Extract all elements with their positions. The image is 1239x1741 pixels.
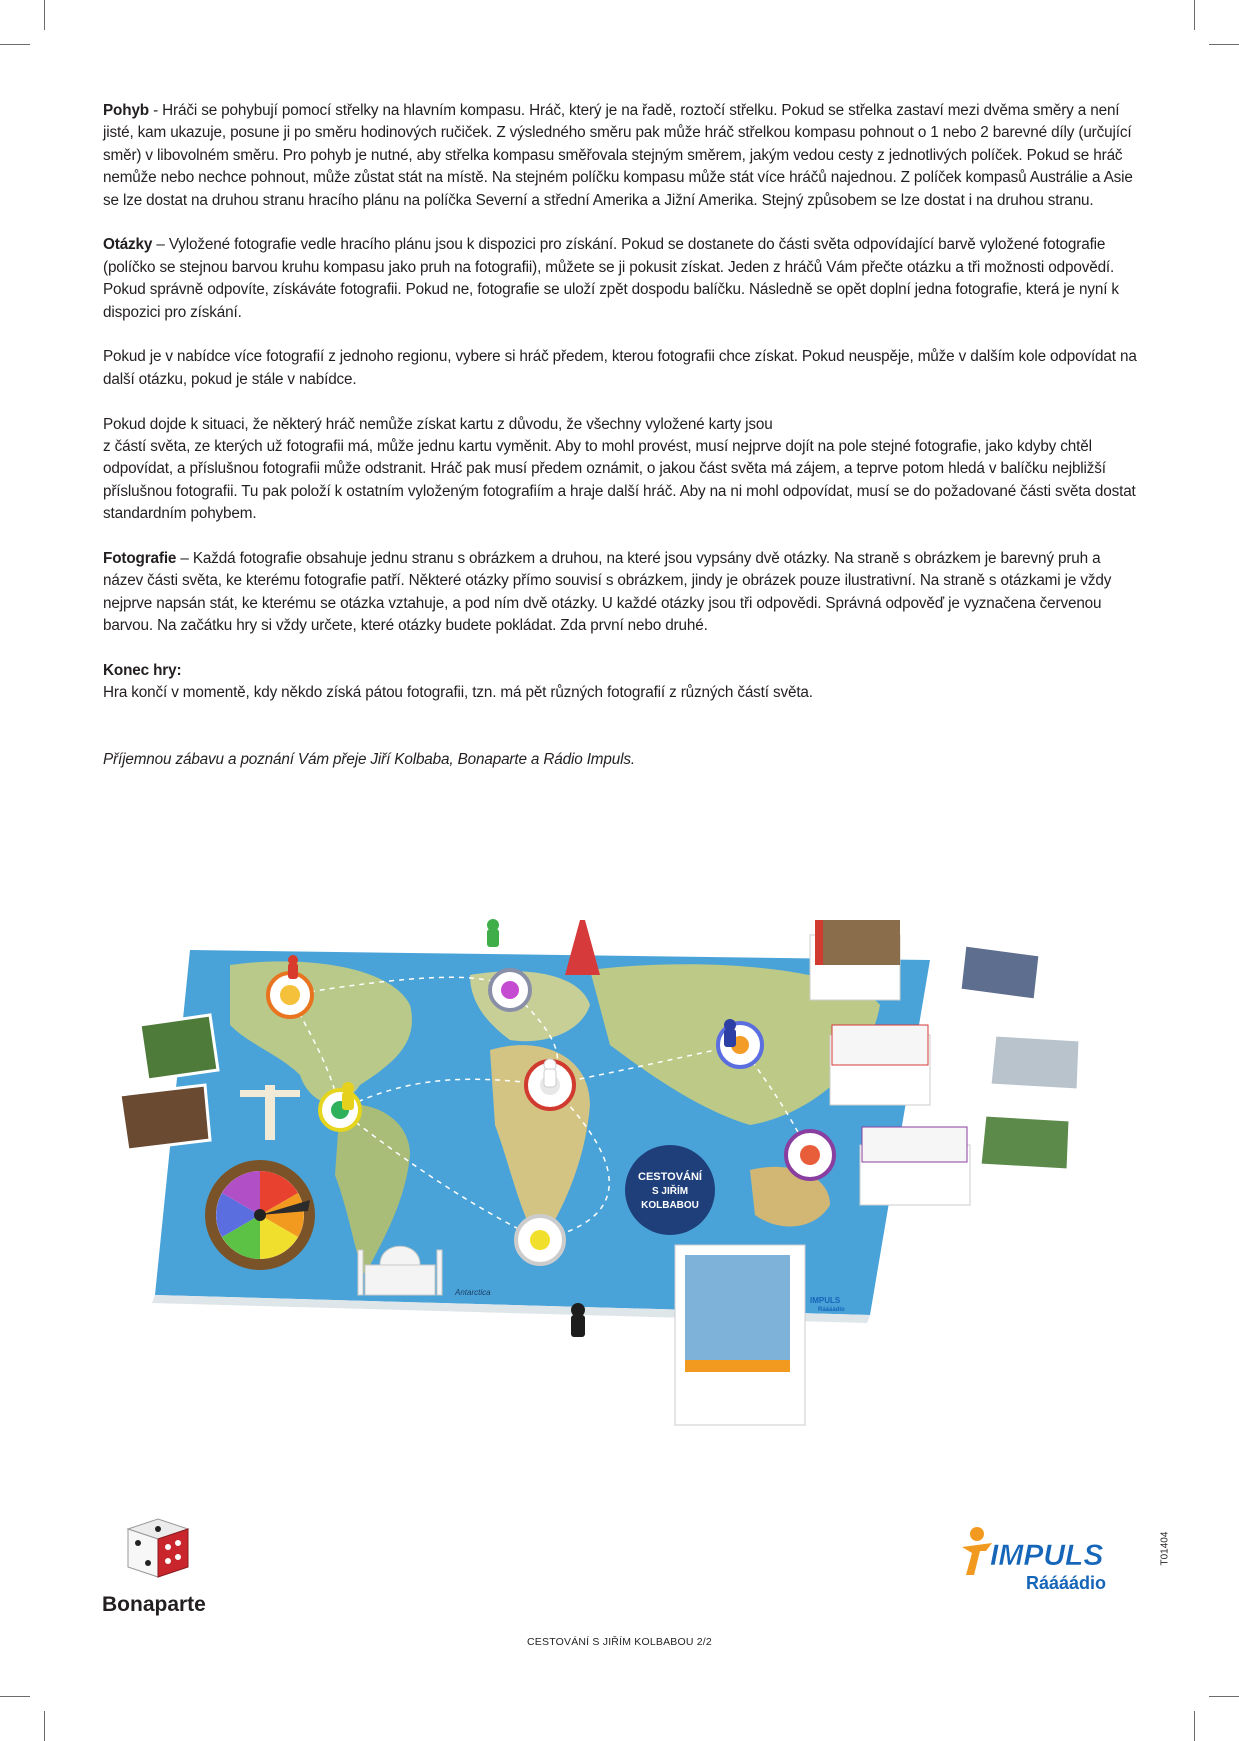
pawn-white bbox=[544, 1059, 556, 1087]
pawn-black bbox=[571, 1303, 585, 1337]
heading-otazky: Otázky bbox=[103, 236, 153, 254]
product-code bbox=[1158, 1515, 1172, 1565]
compass-antarctica bbox=[516, 1216, 564, 1264]
board-title-line2: S JIŘÍM bbox=[651, 1186, 689, 1197]
crop-mark-top-left-v bbox=[44, 0, 45, 30]
crop-mark-bottom-right-v bbox=[1194, 1711, 1195, 1741]
board-title-line3: KOLBABOU bbox=[641, 1200, 699, 1211]
text-pohyb: - Hráči se pohybují pomocí střelky na hlavním kompasu. Hráč, který je na řadě, roztočí střelku. Pokud se střelka zastaví mezi dvěma směry a není jisté, kam ukazuje, posune ji po směru hodinových ručiček. Z výsledného směru pak může hráč střelkou kompasu pohnout o 1 nebo 2 barevné díly (určující směr) v libovolném směru. Pro pohyb je nutné, aby střelka kompasu směřovala stejným směrem, jakým vedou cesty z jednotlivých políček. Pokud se hráč nemůže nebo nechce pohnout, může zůstat stát na místě. Na stejném políčku kompasu může stát více hráčů najednou. Z políček kompasů Austrálie a Asie se lze dostat na druhou stranu hracího plánu na políčka Severní a střední Amerika a Jižní Amerika. Stejný způsobem se lze dostat i na druhou stranu. bbox=[103, 102, 1133, 209]
heading-pohyb: Pohyb bbox=[103, 102, 149, 119]
impuls-figure-icon bbox=[962, 1527, 992, 1575]
paragraph-pohyb bbox=[103, 100, 1137, 212]
exchange-rest: z částí světa, ze kterých už fotografii má, může jednu kartu vyměnit. Aby to mohl provést, musí nejprve dojít na pole stejné fotografie, jako kdyby chtěl odpovídat, a příslušnou fotografii může odstranit. Hráč pak musí předem oznámit, o jakou část světa má zájem, a teprve potom hledá v balíčku nejbližší příslušnou fotografii. Tu pak položí k ostatním vyloženým fotografiím a hraje další hráč. Aby na ni mohl odpovídat, musí se do požadované části světa dostat standardním pohybem. bbox=[103, 438, 1136, 523]
compass-australia bbox=[786, 1131, 834, 1179]
heading-fotografie: Fotografie bbox=[103, 550, 177, 568]
heading-konec: Konec hry: bbox=[103, 662, 182, 680]
paragraph-konec bbox=[103, 660, 1137, 705]
paragraph-otazky bbox=[103, 234, 1137, 324]
closing-line: Příjemnou zábavu a poznání Vám přeje Jiří Kolbaba, Bonaparte a Rádio Impuls. bbox=[103, 750, 635, 768]
photo-card-right-3 bbox=[980, 1115, 1070, 1170]
photo-card-right-1 bbox=[960, 945, 1040, 1000]
crop-mark-bottom-right-h bbox=[1209, 1696, 1239, 1697]
crop-mark-top-left-h bbox=[0, 44, 30, 45]
main-compass bbox=[205, 1160, 315, 1270]
eiffel-tower-figure bbox=[565, 920, 600, 975]
crop-mark-bottom-left-h bbox=[0, 1696, 30, 1697]
impuls-radio-label: Ráááádio bbox=[1026, 1573, 1107, 1593]
photo-card-left-2 bbox=[120, 1085, 210, 1150]
compass-europe bbox=[490, 970, 530, 1010]
crop-mark-bottom-left-v bbox=[44, 1711, 45, 1741]
board-antarctica-label: Antarctica bbox=[455, 1288, 491, 1297]
board-brand-label: IMPULS bbox=[810, 1296, 841, 1305]
pawn-red bbox=[288, 955, 298, 979]
product-code-text: T01404 bbox=[1159, 1531, 1171, 1566]
text-fotografie: – Každá fotografie obsahuje jednu stranu s obrázkem a druhou, na které jsou vypsány dvě otázky. Na straně s obrázkem je barevný pruh a název části světa, ke kterému fotografie patří. Některé otázky přímo souvisí s obrázkem, jindy je obrázek pouze ilustrativní. Na straně s otázkami je vždy nejprve napsán stát, ke kterému se otázka vztahuje, a pod ním dvě otázky. U každé otázky jsou tři odpovědi. Správná odpověď je vyznačena červenou barvou. Na začátku hry si vždy určete, které otázky budete pokládat. Zda první nebo druhé. bbox=[103, 550, 1112, 635]
board-brand-sub: Ráááádio bbox=[818, 1307, 845, 1313]
bonaparte-logo bbox=[100, 1515, 240, 1625]
photo-card-right-2 bbox=[990, 1035, 1080, 1090]
text-konec: Hra končí v momentě, kdy někdo získá pátou fotografii, tzn. má pět různých fotografií z různých částí světa. bbox=[103, 684, 813, 702]
paragraph-fotografie bbox=[103, 548, 1137, 638]
board-title-badge bbox=[625, 1145, 715, 1235]
crop-mark-top-right-v bbox=[1194, 0, 1195, 30]
card-stack-top bbox=[810, 920, 900, 1000]
exchange-line1: Pokud dojde k situaci, že některý hráč nemůže získat kartu z důvodu, že všechny vyložené karty jsou bbox=[103, 415, 773, 433]
board-title-line1: CESTOVÁNÍ bbox=[638, 1171, 702, 1183]
pawn-blue bbox=[724, 1019, 736, 1047]
compass-north-america bbox=[268, 973, 312, 1017]
paragraph-exchange bbox=[103, 414, 1137, 526]
bonaparte-wordmark: Bonaparte bbox=[102, 1593, 206, 1616]
card-stack-right bbox=[860, 1127, 970, 1205]
paragraph-region: Pokud je v nabídce více fotografií z jednoho regionu, vybere si hráč předem, kterou fotografii chce získat. Pokud neuspěje, může v dalším kole odpovídat na další otázku, pokud je stále v nabídce. bbox=[103, 348, 1137, 388]
text-otazky: – Vyložené fotografie vedle hracího plánu jsou k dispozici pro získání. Pokud se dostanete do části světa odpovídající barvě vyložené fotografie (políčko se stejnou barvou kruhu kompasu jako pruh na fotografii), můžete se ji pokusit získat. Jeden z hráčů Vám přečte otázku a tři možnosti odpovědí. Pokud správně odpovíte, získáváte fotografii. Pokud ne, fotografie se uloží zpět dospodu balíčku. Následně se opět doplní jedna fotografie, která je nyní k dispozici pro získání. bbox=[103, 236, 1119, 321]
crop-mark-top-right-h bbox=[1209, 44, 1239, 45]
photo-card-left-1 bbox=[140, 1015, 218, 1080]
card-stack-bottom bbox=[675, 1245, 805, 1425]
game-board-photo bbox=[110, 915, 1110, 1455]
rules-text bbox=[103, 100, 1137, 794]
pawn-yellow bbox=[342, 1082, 354, 1110]
pawn-green bbox=[487, 919, 499, 947]
impuls-logo bbox=[960, 1525, 1140, 1595]
card-stack-middle bbox=[830, 1025, 930, 1105]
impuls-wordmark: IMPULS bbox=[990, 1539, 1104, 1572]
page-footer: CESTOVÁNÍ S JIŘÍM KOLBABOU 2/2 bbox=[527, 1636, 712, 1648]
